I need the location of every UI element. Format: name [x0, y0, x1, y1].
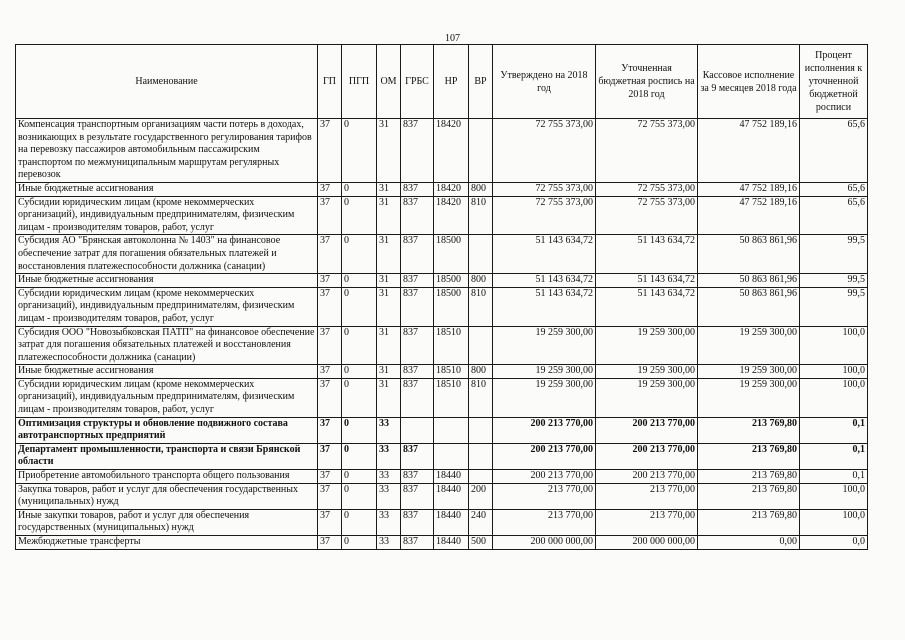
row-name: Департамент промышленности, транспорта и связи Брянской области	[16, 443, 318, 469]
row-np: 18510	[434, 378, 469, 417]
row-refined: 51 143 634,72	[596, 274, 698, 288]
row-pgp: 0	[342, 443, 377, 469]
row-np: 18500	[434, 287, 469, 326]
table-row	[16, 326, 868, 365]
row-percent: 100,0	[800, 483, 868, 509]
row-pgp: 0	[342, 417, 377, 443]
row-grbs: 837	[401, 443, 434, 469]
row-vr: 810	[469, 378, 493, 417]
row-vr: 810	[469, 287, 493, 326]
row-pgp: 0	[342, 378, 377, 417]
row-om: 33	[377, 509, 401, 535]
row-gp: 37	[318, 470, 342, 484]
table-row	[16, 378, 868, 417]
table-row	[16, 287, 868, 326]
row-approved: 51 143 634,72	[493, 274, 596, 288]
row-approved: 213 770,00	[493, 483, 596, 509]
row-np: 18510	[434, 326, 469, 365]
header-cash: Кассовое исполнение за 9 месяцев 2018 года	[698, 45, 800, 119]
row-cash: 213 769,80	[698, 509, 800, 535]
row-np: 18500	[434, 274, 469, 288]
row-name: Субсидии юридическим лицам (кроме некоммерческих организаций), индивидуальным предпринимателям, физическим лицам - производителям товаров, работ, услуг	[16, 378, 318, 417]
row-gp: 37	[318, 443, 342, 469]
row-approved: 213 770,00	[493, 509, 596, 535]
header-pgp: ПГП	[342, 45, 377, 119]
row-grbs: 837	[401, 536, 434, 550]
row-cash: 19 259 300,00	[698, 326, 800, 365]
row-gp: 37	[318, 536, 342, 550]
row-om: 31	[377, 196, 401, 235]
row-refined: 213 770,00	[596, 509, 698, 535]
row-cash: 0,00	[698, 536, 800, 550]
header-om: ОМ	[377, 45, 401, 119]
row-gp: 37	[318, 326, 342, 365]
row-refined: 19 259 300,00	[596, 326, 698, 365]
table-row	[16, 536, 868, 550]
row-cash: 19 259 300,00	[698, 378, 800, 417]
row-vr: 810	[469, 196, 493, 235]
table-row	[16, 196, 868, 235]
row-refined: 72 755 373,00	[596, 119, 698, 183]
row-pgp: 0	[342, 274, 377, 288]
row-gp: 37	[318, 196, 342, 235]
row-pgp: 0	[342, 509, 377, 535]
row-cash: 47 752 189,16	[698, 182, 800, 196]
row-percent: 65,6	[800, 119, 868, 183]
row-refined: 213 770,00	[596, 483, 698, 509]
row-percent: 99,5	[800, 235, 868, 274]
header-grbs: ГРБС	[401, 45, 434, 119]
row-np	[434, 443, 469, 469]
table-row	[16, 182, 868, 196]
row-refined: 19 259 300,00	[596, 365, 698, 379]
table-row	[16, 119, 868, 183]
table-row	[16, 443, 868, 469]
row-percent: 99,5	[800, 274, 868, 288]
row-name: Субсидия АО "Брянская автоколонна № 1403" на финансовое обеспечение затрат для погашения обязательных платежей и восстановления платежеспособности должника (санации)	[16, 235, 318, 274]
row-pgp: 0	[342, 326, 377, 365]
row-om: 33	[377, 417, 401, 443]
row-grbs	[401, 417, 434, 443]
row-name: Приобретение автомобильного транспорта общего пользования	[16, 470, 318, 484]
row-vr: 800	[469, 365, 493, 379]
row-gp: 37	[318, 287, 342, 326]
row-refined: 51 143 634,72	[596, 287, 698, 326]
table-row	[16, 483, 868, 509]
row-pgp: 0	[342, 536, 377, 550]
row-approved: 51 143 634,72	[493, 235, 596, 274]
row-grbs: 837	[401, 378, 434, 417]
page-number: 107	[445, 33, 460, 44]
row-np: 18510	[434, 365, 469, 379]
row-vr	[469, 235, 493, 274]
row-vr: 500	[469, 536, 493, 550]
row-name: Закупка товаров, работ и услуг для обеспечения государственных (муниципальных) нужд	[16, 483, 318, 509]
row-vr: 800	[469, 182, 493, 196]
row-np: 18420	[434, 182, 469, 196]
row-pgp: 0	[342, 235, 377, 274]
row-om: 31	[377, 182, 401, 196]
row-np: 18440	[434, 536, 469, 550]
row-om: 31	[377, 287, 401, 326]
row-grbs: 837	[401, 483, 434, 509]
row-percent: 0,1	[800, 443, 868, 469]
row-gp: 37	[318, 483, 342, 509]
row-grbs: 837	[401, 509, 434, 535]
row-approved: 200 213 770,00	[493, 443, 596, 469]
row-approved: 200 213 770,00	[493, 470, 596, 484]
row-vr	[469, 470, 493, 484]
row-grbs: 837	[401, 287, 434, 326]
row-percent: 65,6	[800, 182, 868, 196]
row-refined: 72 755 373,00	[596, 196, 698, 235]
row-om: 31	[377, 119, 401, 183]
row-approved: 19 259 300,00	[493, 326, 596, 365]
row-grbs: 837	[401, 119, 434, 183]
row-percent: 0,1	[800, 417, 868, 443]
header-np: НР	[434, 45, 469, 119]
row-gp: 37	[318, 417, 342, 443]
row-name: Субсидии юридическим лицам (кроме некоммерческих организаций), индивидуальным предпринимателям, физическим лицам - производителям товаров, работ, услуг	[16, 196, 318, 235]
row-om: 33	[377, 443, 401, 469]
row-name: Субсидии юридическим лицам (кроме некоммерческих организаций), индивидуальным предпринимателям, физическим лицам - производителям товаров, работ, услуг	[16, 287, 318, 326]
row-refined: 72 755 373,00	[596, 182, 698, 196]
row-grbs: 837	[401, 182, 434, 196]
row-name: Иные закупки товаров, работ и услуг для обеспечения государственных (муниципальных) нужд	[16, 509, 318, 535]
header-vr: ВР	[469, 45, 493, 119]
row-refined: 200 000 000,00	[596, 536, 698, 550]
row-om: 33	[377, 470, 401, 484]
row-cash: 213 769,80	[698, 470, 800, 484]
row-cash: 50 863 861,96	[698, 274, 800, 288]
row-om: 31	[377, 274, 401, 288]
row-percent: 100,0	[800, 365, 868, 379]
row-pgp: 0	[342, 287, 377, 326]
row-gp: 37	[318, 274, 342, 288]
row-grbs: 837	[401, 274, 434, 288]
row-vr: 200	[469, 483, 493, 509]
table-row	[16, 274, 868, 288]
row-grbs: 837	[401, 365, 434, 379]
header-gp: ГП	[318, 45, 342, 119]
row-om: 31	[377, 365, 401, 379]
row-approved: 72 755 373,00	[493, 182, 596, 196]
row-gp: 37	[318, 365, 342, 379]
row-vr: 240	[469, 509, 493, 535]
table-row	[16, 509, 868, 535]
row-gp: 37	[318, 378, 342, 417]
row-refined: 200 213 770,00	[596, 417, 698, 443]
row-pgp: 0	[342, 119, 377, 183]
row-approved: 200 213 770,00	[493, 417, 596, 443]
row-refined: 200 213 770,00	[596, 470, 698, 484]
row-pgp: 0	[342, 365, 377, 379]
row-approved: 19 259 300,00	[493, 365, 596, 379]
row-name: Субсидия ООО "Новозыбковская ПАТП" на финансовое обеспечение затрат для погашения обязательных платежей и восстановления платежеспособности должника (санации)	[16, 326, 318, 365]
row-cash: 50 863 861,96	[698, 235, 800, 274]
table-row	[16, 470, 868, 484]
row-percent: 99,5	[800, 287, 868, 326]
row-vr: 800	[469, 274, 493, 288]
row-grbs: 837	[401, 235, 434, 274]
row-percent: 100,0	[800, 326, 868, 365]
row-refined: 51 143 634,72	[596, 235, 698, 274]
row-pgp: 0	[342, 470, 377, 484]
row-grbs: 837	[401, 470, 434, 484]
header-percent: Процент исполнения к уточненной бюджетной росписи	[800, 45, 868, 119]
row-percent: 0,0	[800, 536, 868, 550]
header-refined: Уточненная бюджетная роспись на 2018 год	[596, 45, 698, 119]
row-percent: 100,0	[800, 378, 868, 417]
row-approved: 200 000 000,00	[493, 536, 596, 550]
row-refined: 200 213 770,00	[596, 443, 698, 469]
row-vr	[469, 443, 493, 469]
row-approved: 19 259 300,00	[493, 378, 596, 417]
row-name: Межбюджетные трансферты	[16, 536, 318, 550]
row-vr	[469, 417, 493, 443]
row-om: 33	[377, 536, 401, 550]
row-cash: 213 769,80	[698, 483, 800, 509]
table-row	[16, 365, 868, 379]
row-name: Иные бюджетные ассигнования	[16, 365, 318, 379]
row-om: 33	[377, 483, 401, 509]
table-row	[16, 417, 868, 443]
row-name: Иные бюджетные ассигнования	[16, 182, 318, 196]
header-row	[16, 45, 868, 119]
row-pgp: 0	[342, 196, 377, 235]
row-np: 18500	[434, 235, 469, 274]
row-percent: 65,6	[800, 196, 868, 235]
row-vr	[469, 326, 493, 365]
row-cash: 213 769,80	[698, 443, 800, 469]
row-gp: 37	[318, 182, 342, 196]
row-om: 31	[377, 378, 401, 417]
row-name: Оптимизация структуры и обновление подвижного состава автотранспортных предприятий	[16, 417, 318, 443]
row-cash: 47 752 189,16	[698, 196, 800, 235]
row-np: 18440	[434, 483, 469, 509]
row-percent: 0,1	[800, 470, 868, 484]
row-gp: 37	[318, 119, 342, 183]
row-cash: 47 752 189,16	[698, 119, 800, 183]
row-approved: 72 755 373,00	[493, 119, 596, 183]
header-approved: Утверждено на 2018 год	[493, 45, 596, 119]
row-name: Компенсация транспортным организациям части потерь в доходах, возникающих в результате государственного регулирования тарифов на перевозку пассажиров автомобильным пассажирским транспортом по межмуниципальным маршрутам регулярных перевозок	[16, 119, 318, 183]
budget-table	[15, 44, 868, 550]
row-gp: 37	[318, 509, 342, 535]
row-cash: 213 769,80	[698, 417, 800, 443]
row-vr	[469, 119, 493, 183]
row-om: 31	[377, 326, 401, 365]
row-om: 31	[377, 235, 401, 274]
row-grbs: 837	[401, 196, 434, 235]
row-name: Иные бюджетные ассигнования	[16, 274, 318, 288]
row-cash: 50 863 861,96	[698, 287, 800, 326]
row-np: 18420	[434, 119, 469, 183]
row-pgp: 0	[342, 483, 377, 509]
row-approved: 72 755 373,00	[493, 196, 596, 235]
row-cash: 19 259 300,00	[698, 365, 800, 379]
row-gp: 37	[318, 235, 342, 274]
row-percent: 100,0	[800, 509, 868, 535]
header-name: Наименование	[16, 45, 318, 119]
row-refined: 19 259 300,00	[596, 378, 698, 417]
row-np: 18440	[434, 509, 469, 535]
row-np: 18420	[434, 196, 469, 235]
row-np: 18440	[434, 470, 469, 484]
row-pgp: 0	[342, 182, 377, 196]
row-np	[434, 417, 469, 443]
row-approved: 51 143 634,72	[493, 287, 596, 326]
row-grbs: 837	[401, 326, 434, 365]
table-row	[16, 235, 868, 274]
